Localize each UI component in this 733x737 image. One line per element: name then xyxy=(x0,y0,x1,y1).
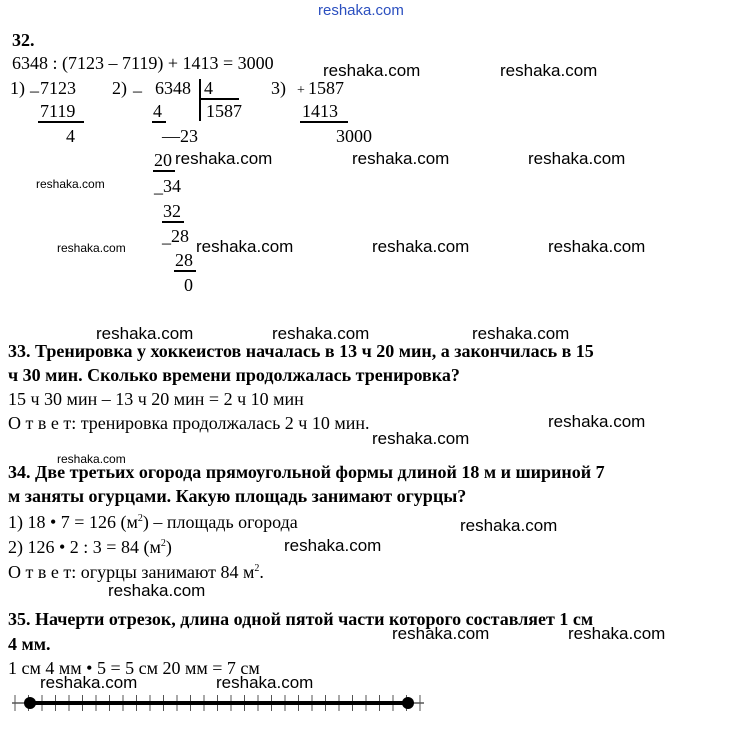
step3-result: 3000 xyxy=(336,126,372,146)
problem-33-answer: О т в е т: тренировка продолжалась 2 ч 10 мин. xyxy=(8,413,370,433)
problem-32-expression: 6348 : (7123 – 7119) + 1413 = 3000 xyxy=(12,53,274,73)
problem-33-question-line2: ч 30 мин. Сколько времени продолжалась тренировка? xyxy=(8,365,460,385)
step1-label: 1) xyxy=(10,78,25,98)
problem-34-answer: О т в е т: огурцы занимают 84 $м^2$. xyxy=(8,562,264,582)
step3-label: 3) xyxy=(271,78,286,98)
watermark: reshaka.com xyxy=(272,324,370,343)
watermark: reshaka.com xyxy=(372,429,470,448)
watermark: reshaka.com xyxy=(392,624,490,643)
step1-result: 4 xyxy=(66,126,75,146)
watermark: reshaka.com xyxy=(323,61,421,80)
step3-a: 1587 xyxy=(308,78,344,98)
step2-rem3: _28 xyxy=(162,226,189,246)
segment-start-point xyxy=(24,697,36,709)
step3-b: 1413 xyxy=(302,101,338,121)
step2-dividend: 6348 xyxy=(155,78,191,98)
step2-sub1: 4 xyxy=(153,101,162,121)
step2-label: 2) xyxy=(112,78,127,98)
step1-a: 7123 xyxy=(40,78,76,98)
problem-35-question-line1: 35. Начерти отрезок, длина одной пятой части которого составляет 1 см xyxy=(8,609,594,629)
watermark: reshaka.com xyxy=(568,624,666,643)
watermark: reshaka.com xyxy=(472,324,570,343)
watermark: reshaka.com xyxy=(40,673,138,692)
watermark: reshaka.com xyxy=(57,452,126,466)
watermark: reshaka.com xyxy=(284,536,382,555)
step2-final: 0 xyxy=(184,275,193,295)
watermark: reshaka.com xyxy=(108,581,206,600)
problem-35-question-line2: 4 мм. xyxy=(8,634,51,654)
problem-34-question-line1: 34. Две третьих огорода прямоугольной формы длиной 18 м и шириной 7 xyxy=(8,462,605,482)
segment-end-point xyxy=(402,697,414,709)
watermark: reshaka.com xyxy=(372,237,470,256)
step3-plus: + xyxy=(297,83,305,98)
watermark: reshaka.com xyxy=(500,61,598,80)
problem-33-question-line1: 33. Тренировка у хоккеистов началась в 13 ч 20 мин, а закончилась в 15 xyxy=(8,341,594,361)
step2-sub4: 28 xyxy=(175,250,193,270)
step2-sub2: 20 xyxy=(154,150,172,170)
watermark-top: reshaka.com xyxy=(318,2,404,19)
step1-minus: _ xyxy=(30,74,39,94)
problem-33-solution: 15 ч 30 мин – 13 ч 20 мин = 2 ч 10 мин xyxy=(8,389,304,409)
step2-minus: _ xyxy=(133,74,142,94)
step2-rem2: _34 xyxy=(154,176,181,196)
problem-34-step2: 2) 126 • 2 : 3 = 84 $(м^2)$ xyxy=(8,537,172,557)
watermark: reshaka.com xyxy=(96,324,194,343)
watermark: reshaka.com xyxy=(196,237,294,256)
watermark: reshaka.com xyxy=(460,516,558,535)
problem-32-number: 32. xyxy=(12,30,35,50)
step2-quotient: 1587 xyxy=(206,101,242,121)
watermark: reshaka.com xyxy=(548,412,646,431)
watermark: reshaka.com xyxy=(528,149,626,168)
problem-34-step1: 1) 18 • 7 = 126 $(м^2)$ – площадь огорода xyxy=(8,512,298,532)
watermark: reshaka.com xyxy=(352,149,450,168)
step2-divisor: 4 xyxy=(204,78,213,98)
step2-rem1: —23 xyxy=(162,126,198,146)
watermark: reshaka.com xyxy=(36,177,105,191)
watermark: reshaka.com xyxy=(57,241,126,255)
watermark: reshaka.com xyxy=(548,237,646,256)
watermark: reshaka.com xyxy=(175,149,273,168)
problem-35-solution: 1 см 4 мм • 5 = 5 см 20 мм = 7 см xyxy=(8,658,260,678)
step1-b: 7119 xyxy=(40,101,76,121)
watermark: reshaka.com xyxy=(216,673,314,692)
step2-sub3: 32 xyxy=(163,201,181,221)
problem-34-question-line2: м заняты огурцами. Какую площадь занимают огурцы? xyxy=(8,486,467,506)
